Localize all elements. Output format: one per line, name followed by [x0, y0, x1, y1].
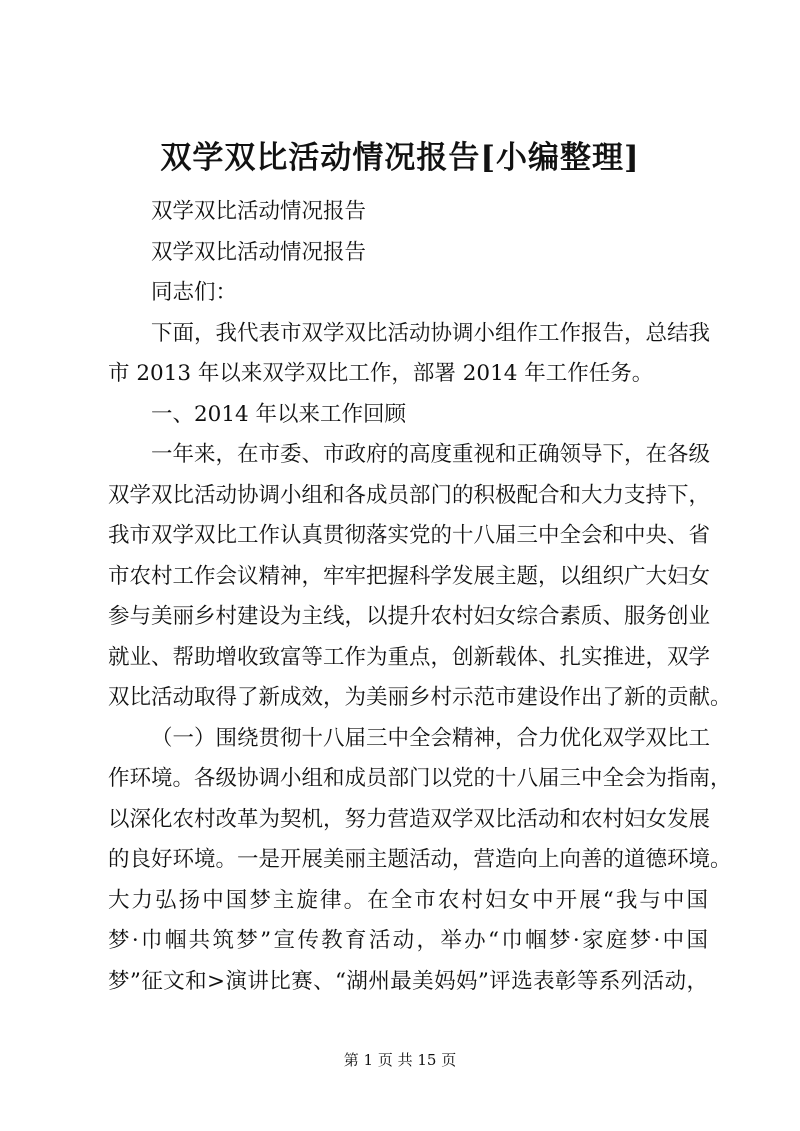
paragraph-line: 同志们：: [151, 280, 238, 305]
paragraph-line: 市 2013 年以来双学双比工作，部署 2014 年工作任务。: [108, 361, 654, 386]
paragraph-line: 作环境。各级协调小组和成员部门以党的十八届三中全会为指南，: [108, 766, 732, 791]
paragraph-line: 以深化农村改革为契机，努力营造双学双比活动和农村妇女发展: [108, 806, 711, 832]
document-body: [108, 192, 732, 1002]
paragraph-line: 双比活动取得了新成效，为美丽乡村示范市建设作出了新的贡献。: [108, 685, 732, 710]
paragraph-line: 大力弘扬中国梦主旋律。在全市农村妇女中开展“我与中国: [108, 887, 708, 913]
paragraph-line: 市农村工作会议精神，牢牢把握科学发展主题，以组织广大妇女: [108, 563, 711, 589]
paragraph-line: 的良好环境。一是开展美丽主题活动，营造向上向善的道德环境。: [108, 847, 732, 872]
paragraph-line: （一）围绕贯彻十八届三中全会精神，合力优化双学双比工: [151, 725, 711, 751]
paragraph-line: 就业、帮助增收致富等工作为重点，创新载体、扎实推进，双学: [108, 644, 711, 670]
document-title: 双学双比活动情况报告[小编整理]: [160, 140, 640, 176]
paragraph-line: 双学双比活动协调小组和各成员部门的积极配合和大力支持下，: [108, 482, 711, 508]
page-number-footer: 第 1 页 共 15 页: [343, 1051, 457, 1069]
paragraph-line: 双学双比活动情况报告: [151, 239, 367, 265]
paragraph-line: 下面，我代表市双学双比活动协调小组作工作报告，总结我: [151, 320, 711, 346]
paragraph-line: 梦·巾帼共筑梦”宣传教育活动，举办“巾帼梦·家庭梦·中国: [108, 928, 708, 953]
paragraph-line: 双学双比活动情况报告: [151, 199, 367, 224]
paragraph-line: 一、2014 年以来工作回顾: [151, 401, 407, 427]
paragraph-line: 我市双学双比工作认真贯彻落实党的十八届三中全会和中央、省: [108, 523, 711, 548]
paragraph-line: 梦”征文和>演讲比赛、“湖州最美妈妈”评选表彰等系列活动，: [108, 968, 708, 994]
paragraph-line: 参与美丽乡村建设为主线，以提升农村妇女综合素质、服务创业: [108, 604, 711, 629]
paragraph-line: 一年来，在市委、市政府的高度重视和正确领导下，在各级: [151, 442, 711, 467]
